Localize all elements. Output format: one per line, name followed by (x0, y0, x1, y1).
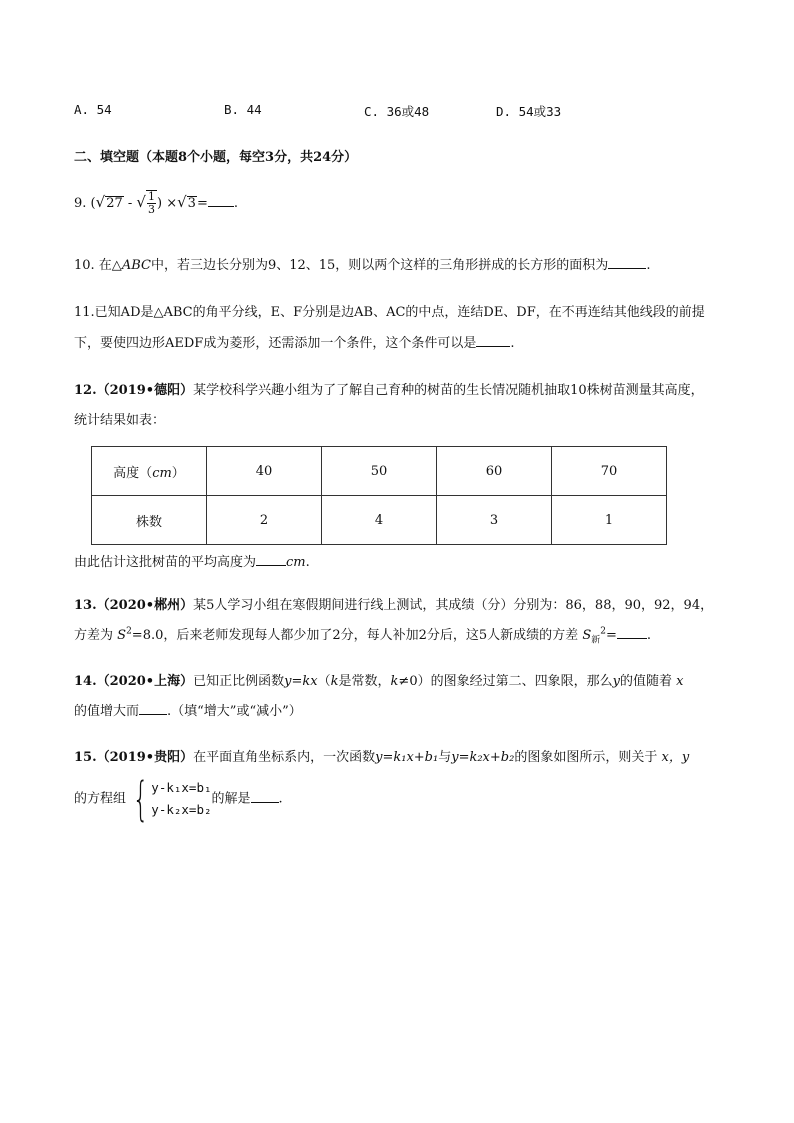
q9-minus: - (127, 196, 133, 211)
q13-eq: = (605, 628, 617, 643)
table-cell: 60 (437, 447, 552, 496)
q9-eq: = (196, 196, 208, 211)
option-d: D. 54或33 (496, 104, 562, 119)
q15-end: . (278, 791, 283, 807)
q14-line1b: （ (317, 674, 331, 689)
q9-times: × (166, 196, 178, 211)
q9-sqrt2: 3 (187, 196, 196, 211)
q14-source: 14.（2020•上海） (74, 674, 194, 689)
answer-blank (617, 625, 647, 639)
question-14-line1 (74, 670, 683, 689)
q9-number: 9. (74, 196, 87, 211)
q13-s-new: S (582, 628, 592, 643)
question-9 (74, 190, 238, 216)
q13-line2a: 方差为 (74, 628, 114, 643)
question-10 (74, 254, 650, 273)
question-13-line1 (74, 594, 713, 613)
table-cell: 4 (322, 496, 437, 545)
q10-prefix: 10. 在△ (74, 258, 122, 273)
table-cell: 70 (552, 447, 667, 496)
height-table (91, 446, 667, 545)
q14-eq: = (291, 674, 303, 689)
table-cell: 50 (322, 447, 437, 496)
q13-s: S (117, 628, 127, 643)
q13-line1: 某5人学习小组在寒假期间进行线上测试，其成绩（分）分别为：86，88，90，92，94， (193, 598, 714, 613)
table-cell: 3 (437, 496, 552, 545)
question-12-line2: 统计结果如表： (74, 413, 166, 428)
q12-unit: cm (286, 555, 306, 570)
table-cell: 2 (207, 496, 322, 545)
q15-xy: x，y (661, 750, 690, 765)
section-heading: 二、填空题（本题8个小题，每空3分，共24分） (74, 150, 358, 165)
q13-s-new-sub: 新 (591, 635, 601, 646)
q13-s-new-sup: 2 (600, 626, 606, 637)
q10-end: . (646, 258, 651, 273)
q13-line2b: =8.0，后来老师发现每人都少加了2分，每人补加2分后，这5人新成绩的方差 (131, 628, 579, 643)
radical-icon: √ (136, 193, 146, 211)
question-15-line2 (74, 772, 283, 826)
q9-end: . (233, 196, 238, 211)
answer-blank (208, 193, 234, 207)
q9-lparen: ( (90, 196, 96, 211)
question-11-line1: 11.已知AD是△ABC的角平分线，E、F分别是边AB、AC的中点，连结DE、DF，在不再连结其他线段的前提 (74, 305, 705, 320)
q14-line1a: 已知正比例函数 (193, 674, 285, 689)
question-12-line1 (74, 379, 704, 398)
q14-line1c: 是常数， (338, 674, 391, 689)
answer-blank (139, 701, 167, 715)
q9-sqrt1: 27 (106, 196, 123, 211)
q15-source: 15.（2019•贵阳） (74, 750, 194, 765)
q9-frac-den: 3 (147, 203, 155, 216)
answer-blank (476, 333, 510, 347)
q13-sup: 2 (126, 626, 132, 637)
question-14-line2 (74, 700, 302, 719)
q15-line2b: 的解是 (211, 791, 251, 807)
option-a: A. 54 (74, 102, 112, 117)
q14-y2: y (612, 674, 620, 689)
q15-eq1: y-k₁x=b₁ (151, 780, 212, 795)
q12-after: 由此估计这批树苗的平均高度为 (74, 555, 257, 570)
q11-end: . (510, 336, 515, 351)
q11-line2: 下，要使四边形AEDF成为菱形，还需添加一个条件，这个条件可以是 (74, 336, 477, 351)
q12-end: . (305, 555, 310, 570)
q12-line1: 某学校科学兴趣小组为了了解自己育种的树苗的生长情况随机抽取10株树苗测量其高度， (193, 383, 704, 398)
answer-blank (608, 255, 646, 269)
q13-source: 13.（2020•郴州） (74, 598, 194, 613)
table-row (92, 496, 667, 545)
q12-source: 12.（2019•德阳） (74, 383, 194, 398)
q9-rparen: ) (156, 196, 163, 211)
q15-eq2: y-k₂x=b₂ (151, 802, 212, 817)
answer-blank (256, 552, 286, 566)
q14-k2: k (390, 674, 399, 689)
q14-k: k (330, 674, 339, 689)
option-b: B. 44 (224, 102, 262, 117)
q14-kx: kx (302, 674, 318, 689)
q15-line1b: 与 (438, 750, 452, 765)
table-cell: 40 (207, 447, 322, 496)
question-12-answer-line (74, 551, 310, 570)
answer-blank (251, 789, 279, 803)
q14-x: x (676, 674, 684, 689)
question-13-line2 (74, 624, 651, 646)
q14-neq: ≠0）的图象经过第二、四象限，那么 (398, 674, 613, 689)
q15-line1a: 在平面直角坐标系内，一次函数 (193, 750, 376, 765)
question-15-line1 (74, 746, 689, 765)
q13-end: . (646, 628, 652, 643)
q15-line2a: 的方程组 (74, 791, 127, 807)
table-row (92, 447, 667, 496)
q10-abc: ABC (121, 258, 151, 273)
table-head-height: 高度（cm） (92, 447, 207, 496)
q15-line1c: 的图象如图所示，则关于 (514, 750, 658, 765)
q10-text: 中，若三边长分别为9、12、15，则以两个这样的三角形拼成的长方形的面积为 (150, 258, 609, 273)
q9-fraction (147, 191, 156, 216)
table-cell: 1 (552, 496, 667, 545)
q14-line2: 的值增大而 (74, 704, 140, 719)
equation-system (126, 772, 212, 826)
radical-icon: √ (95, 193, 106, 211)
brace-icon: { (132, 772, 149, 826)
question-11-line2 (74, 332, 514, 351)
q14-line2b: .（填“增大”或“减小”） (167, 704, 302, 719)
q14-y: y (284, 674, 292, 689)
q15-f2: y=k₂x+b₂ (451, 750, 515, 765)
q9-frac-num: 1 (147, 190, 155, 203)
option-c: C. 36或48 (364, 104, 430, 119)
table-head-count: 株数 (92, 496, 207, 545)
q14-line1d: 的值随着 (619, 674, 672, 689)
q15-f1: y=k₁x+b₁ (375, 750, 439, 765)
radical-icon: √ (177, 193, 187, 211)
